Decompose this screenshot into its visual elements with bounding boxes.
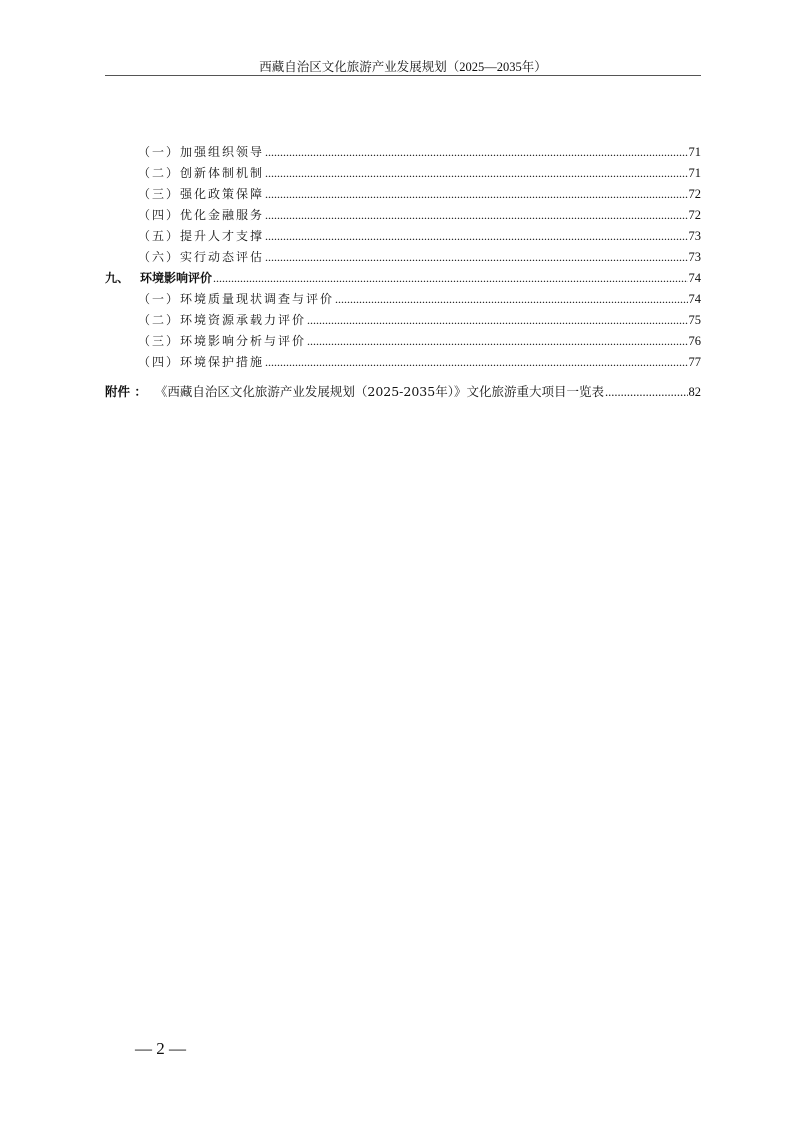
toc-entry-page: 73 (688, 250, 701, 264)
dot-leader (307, 334, 687, 349)
toc-entry-page: 76 (688, 334, 701, 348)
toc-entry[interactable] (105, 248, 701, 269)
chapter-page: 74 (688, 271, 701, 285)
toc-entry[interactable] (105, 185, 701, 206)
dot-leader (307, 313, 687, 328)
toc-entry-label: （三）强化政策保障 (138, 187, 265, 201)
toc-entry-label: （四）优化金融服务 (138, 208, 265, 222)
toc-entry-label: （六）实行动态评估 (138, 250, 265, 264)
page-number: — 2 — (135, 1039, 186, 1058)
dot-leader (265, 355, 687, 370)
toc-entry-page: 73 (688, 229, 701, 243)
table-of-contents (105, 143, 701, 403)
toc-entry-label: （一）环境质量现状调查与评价 (138, 292, 335, 306)
dot-leader (213, 271, 687, 286)
toc-attachment-entry[interactable] (105, 382, 701, 403)
toc-entry-page: 75 (688, 313, 701, 327)
dot-leader (265, 250, 687, 265)
dot-leader (265, 166, 687, 181)
chapter-marker: 九、 (105, 271, 130, 285)
toc-entry-label: （三）环境影响分析与评价 (138, 334, 307, 348)
dot-leader (335, 292, 687, 307)
toc-entry[interactable] (105, 164, 701, 185)
toc-entry-page: 77 (688, 355, 701, 369)
chapter-label: 环境影响评价 (140, 271, 213, 285)
dot-leader (265, 208, 687, 223)
running-header: 西藏自治区文化旅游产业发展规划（2025—2035年） (259, 60, 547, 74)
header-rule (105, 75, 701, 76)
toc-entry-label: （一）加强组织领导 (138, 145, 265, 159)
toc-entry-page: 72 (688, 208, 701, 222)
toc-entry-label: （二）环境资源承载力评价 (138, 313, 307, 327)
dot-leader (605, 385, 688, 400)
toc-entry-page: 74 (688, 292, 701, 306)
toc-entry[interactable] (105, 332, 701, 353)
dot-leader (265, 187, 687, 202)
toc-entry-page: 71 (688, 166, 701, 180)
toc-entry[interactable] (105, 143, 701, 164)
toc-entry-label: （四）环境保护措施 (138, 355, 265, 369)
toc-entry[interactable] (105, 290, 701, 311)
toc-entry[interactable] (105, 206, 701, 227)
toc-entry-label: （二）创新体制机制 (138, 166, 265, 180)
toc-entry-label: （五）提升人才支撑 (138, 229, 265, 243)
toc-chapter-entry[interactable] (105, 269, 701, 290)
toc-entry[interactable] (105, 353, 701, 374)
attachment-marker: 附件 ： (105, 384, 147, 399)
attachment-page: 82 (688, 385, 701, 399)
toc-entry[interactable] (105, 227, 701, 248)
toc-entry-page: 72 (688, 187, 701, 201)
toc-entry[interactable] (105, 311, 701, 332)
dot-leader (265, 145, 687, 160)
toc-entry-page: 71 (688, 145, 701, 159)
dot-leader (265, 229, 687, 244)
attachment-label: 《西藏自治区文化旅游产业发展规划（2025-2035年）》文化旅游重大项目一览表 (154, 384, 604, 399)
